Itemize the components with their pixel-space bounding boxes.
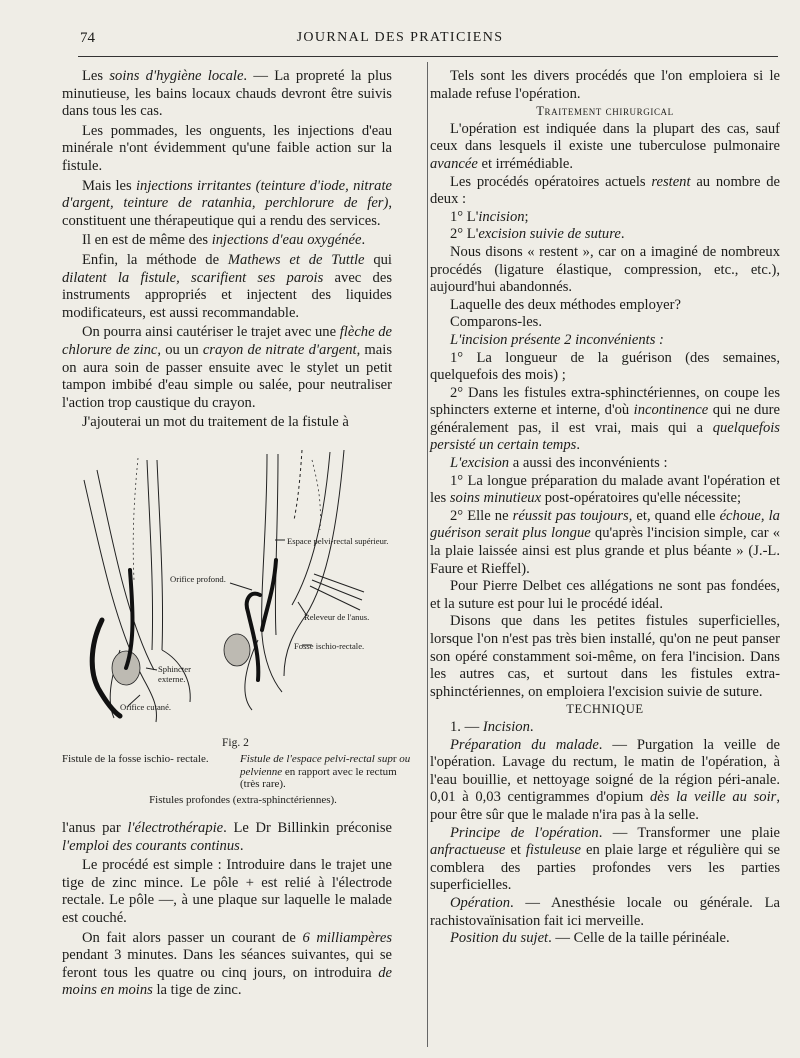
paragraph: Comparons-les. bbox=[450, 314, 543, 331]
column-divider bbox=[427, 62, 428, 1047]
label-espace-pelvi-rectal: Espace pelvi-rectal supérieur. bbox=[287, 536, 389, 546]
italic-text: excision suivie de suture bbox=[478, 226, 621, 243]
label-orifice-cutane: Orifice cutané. bbox=[120, 702, 172, 712]
paragraph: On fait alors passer un courant de 6 milliampères pendant 3 minutes. Dans les séances suivantes, qui se feront tous les quatre ou cinq jours, on introduira de moins en moins la tige de zinc. bbox=[62, 929, 392, 999]
label-sphincter-externe: Sphincter externe. bbox=[158, 664, 191, 684]
paragraph bbox=[430, 332, 780, 350]
paragraph: Mais les injections irritantes (teinture d'iode, nitrate d'argent, teinture de ratanhia, perchlorure de fer), constituent une thérapeutique qui a rendu des services. bbox=[62, 177, 392, 229]
italic-text: soins minutieux bbox=[449, 490, 542, 507]
italic-text: Opération bbox=[450, 894, 510, 911]
italic-text: fistuleuse bbox=[525, 842, 581, 859]
page-number: 74 bbox=[80, 30, 95, 46]
left-column-bottom-text bbox=[62, 820, 392, 1000]
running-title: JOURNAL DES PRATICIENS bbox=[296, 30, 504, 45]
paragraph: Tels sont les divers procédés que l'on emploiera si le malade refuse l'opération. bbox=[430, 68, 780, 102]
italic-text: échoue, la guérison serait plus longue bbox=[430, 507, 780, 542]
italic-text: avancée bbox=[430, 155, 478, 172]
italic-text: injections d'eau oxygénée bbox=[211, 232, 362, 249]
paragraph: Le procédé est simple : Introduire dans le trajet une tige de zinc mince. Le pôle + est relié à l'électrode rectale. Le pôle —, à une plaque sur laquelle le malade est couché. bbox=[62, 857, 392, 926]
figure-2 bbox=[62, 440, 424, 810]
italic-text: injections irritantes (teinture d'iode, nitrate d'argent, teinture de ratanhia, perchlorure de fer) bbox=[62, 177, 392, 212]
figure-caption: Fistules profondes (extra-sphinctériennes). bbox=[149, 794, 337, 806]
section-heading: TECHNIQUE bbox=[566, 702, 644, 717]
paragraph: Opération. — Anesthésie locale ou générale. La rachistovaïnisation fait ici merveille. bbox=[430, 894, 780, 929]
italic-text: de moins en moins bbox=[62, 964, 392, 999]
italic-text: Fistule de l'espace pelvi-rectal sup bbox=[240, 753, 393, 765]
paragraph: Préparation du malade. — Purgation la veille de l'opération. Lavage du rectum, le matin de l'opération, à l'eau bouillie, et nettoyage soigné de la région péri-anale. 0,01 à 0,03 centigrammes d'opium dès la veille au soir, pour être sûr que le malade n'ira pas à la selle. bbox=[430, 736, 780, 823]
italic-text: anfractueuse bbox=[430, 842, 506, 859]
italic-text: incontinence bbox=[633, 402, 709, 419]
italic-text: ou pelvienne bbox=[240, 753, 411, 778]
italic-text: quelquefois persisté un certain temps bbox=[430, 419, 780, 454]
paragraph: Position du sujet. — Celle de la taille périnéale. bbox=[450, 930, 730, 947]
paragraph: L'opération est indiquée dans la plupart des cas, sauf ceux dans lesquels il existe une tuberculose pulmonaire avancée et irrémédiable. bbox=[430, 120, 780, 172]
paragraph: Principe de l'opération. — Transformer une plaie anfractueuse et fistuleuse en plaie large et régulière qui se comblera des parties profondes vers les parties superficielles. bbox=[430, 824, 780, 894]
paragraph: Les soins d'hygiène locale. — La propreté la plus minutieuse, les bains locaux chauds devront être suivis dans tous les cas. bbox=[62, 68, 392, 120]
italic-text: Préparation du malade bbox=[450, 736, 599, 753]
figure-number: Fig. 2 bbox=[222, 737, 249, 749]
label-orifice-profond: Orifice profond. bbox=[170, 574, 226, 584]
paragraph: Les procédés opératoires actuels restent au nombre de deux : bbox=[430, 173, 780, 208]
section-heading: Traitement chirurgical bbox=[536, 104, 674, 119]
label-releveur-anus: Releveur de l'anus. bbox=[304, 612, 370, 622]
italic-text: incision bbox=[478, 208, 525, 225]
paragraph: 1° L'incision; bbox=[450, 208, 529, 225]
italic-text: L'incision présente 2 inconvénients : bbox=[450, 331, 664, 348]
italic-text: Principe de l'opération bbox=[450, 824, 599, 841]
italic-text: l'électrothérapie bbox=[127, 820, 224, 836]
italic-text: restent bbox=[651, 173, 691, 190]
italic-text: Incision bbox=[482, 718, 530, 735]
italic-text: l'emploi des courants continus bbox=[62, 837, 240, 854]
italic-text: L'excision bbox=[450, 455, 510, 472]
italic-text: réussit pas toujours bbox=[512, 507, 629, 524]
paragraph: L'excision a aussi des inconvénients : bbox=[450, 455, 668, 472]
header-rule bbox=[78, 56, 778, 57]
paragraph: Pour Pierre Delbet ces allégations ne sont pas fondées, et la suture est pour lui le procédé idéal. bbox=[430, 578, 780, 612]
paragraph: 1° La longue préparation du malade avant l'opération et les soins minutieux post-opératoires qu'elle nécessite; bbox=[430, 472, 780, 507]
italic-text: Mathews et de Tuttle bbox=[227, 251, 365, 268]
paragraph: Laquelle des deux méthodes employer? bbox=[450, 296, 681, 313]
paragraph: 1. — Incision. bbox=[450, 718, 534, 735]
paragraph: 1° La longueur de la guérison (des semaines, quelquefois des mois) ; bbox=[430, 349, 780, 384]
anatomical-diagram bbox=[62, 440, 424, 740]
caption-left: Fistule de la fosse ischio- rectale. bbox=[62, 753, 209, 765]
paragraph: On pourra ainsi cautériser le trajet avec une flèche de chlorure de zinc, ou un crayon de nitrate d'argent, mais on aura soin de passer ensuite avec le stylet un petit tampon imbibé d'eau simple ou salée, pour neutraliser l'action trop caustique du crayon. bbox=[62, 324, 392, 411]
italic-text: dès la veille au soir bbox=[649, 789, 777, 806]
paragraph: l'anus par l'électrothérapie. Le Dr Billinkin préconise l'emploi des courants continus. bbox=[62, 820, 392, 854]
paragraph: Il en est de même des injections d'eau oxygénée. bbox=[82, 232, 366, 249]
paragraph: 2° Dans les fistules extra-sphinctériennes, on coupe les sphincters externe et interne, d'où incontinence qui ne dure généralement pas, il est vrai, mais qui a quelquefois persisté un certain temps. bbox=[430, 384, 780, 454]
paragraph: 2° L'excision suivie de suture. bbox=[450, 226, 625, 243]
italic-text: soins d'hygiène locale bbox=[109, 68, 244, 84]
italic-text: dilatent la fistule, scarifient ses parois bbox=[62, 269, 324, 286]
paragraph: Nous disons « restent », car on a imaginé de nombreux procédés (ligature élastique, compression, etc., etc.), aujourd'hui abandonnés. bbox=[430, 243, 780, 296]
italic-text: Position du sujet bbox=[450, 930, 549, 947]
right-column-text bbox=[430, 68, 780, 948]
paragraph: Les pommades, les onguents, les injections d'eau minérale n'ont évidemment qu'une faible action sur la fistule. bbox=[62, 122, 392, 174]
italic-text: 6 milliampères bbox=[302, 929, 392, 946]
paragraph: Enfin, la méthode de Mathews et de Tuttle qui dilatent la fistule, scarifient ses parois avec des instruments appropriés et injectent des liquides modificateurs, est aussi recommandable. bbox=[62, 251, 392, 321]
label-fosse-ischio-rectale: Fosse ischio-rectale. bbox=[294, 641, 365, 651]
caption-right: Fistule de l'espace pelvi-rectal supr ou pelvienne en rapport avec le rectum (très rare). bbox=[240, 753, 411, 791]
paragraph: J'ajouterai un mot du traitement de la fistule à bbox=[82, 414, 349, 431]
paragraph: Disons que dans les petites fistules superficielles, lorsque l'on n'est pas très bien installé, qu'on ne peut panser son opéré constamment soi-même, on fera l'incision. Dans les autres cas, et surtout dans les fistules extra-sphinctériennes, on emploiera l'excision suivie de suture. bbox=[430, 613, 780, 700]
italic-text: crayon de nitrate d'argent bbox=[202, 341, 357, 358]
page-header bbox=[0, 30, 800, 52]
left-column-top-text bbox=[62, 68, 392, 432]
italic-text: flèche de chlorure de zinc bbox=[62, 324, 392, 358]
paragraph: 2° Elle ne réussit pas toujours, et, quand elle échoue, la guérison serait plus longue qu'après l'incision simple, car « la plaie laissée ainsi est plus grande et plus béante » (J.-L. Faure et Rieffel). bbox=[430, 507, 780, 577]
